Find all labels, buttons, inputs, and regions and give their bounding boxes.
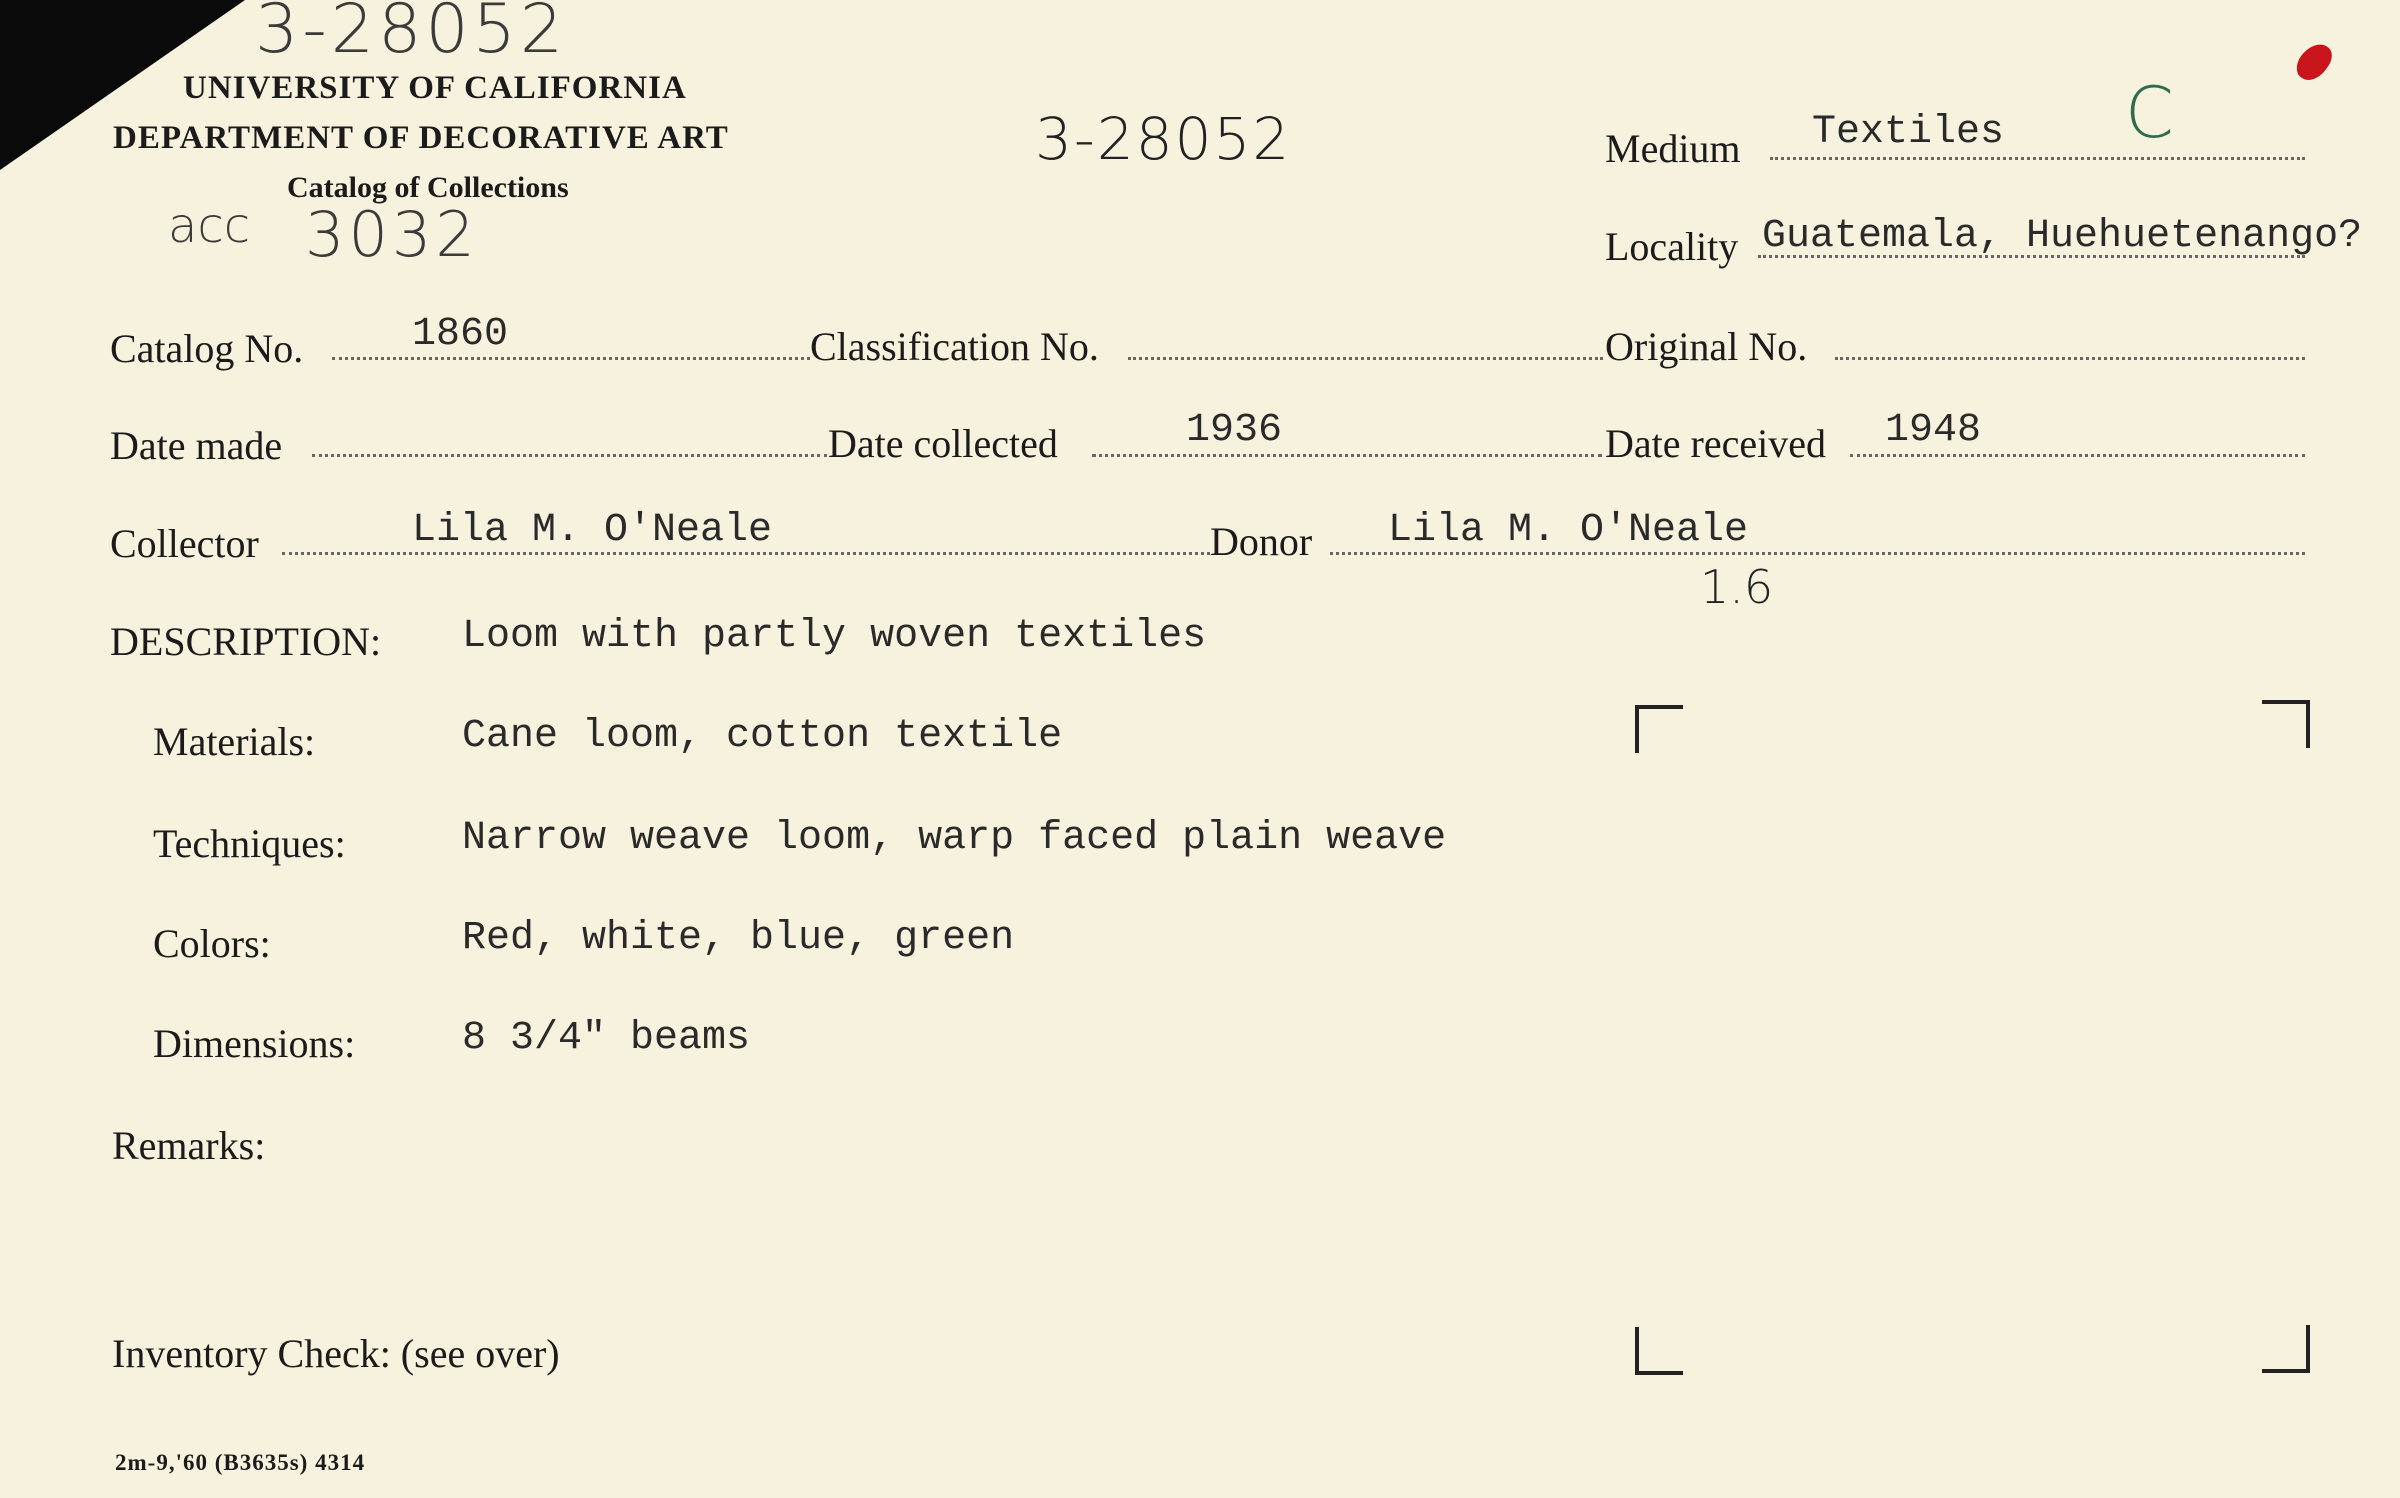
collector-value: Lila M. O'Neale	[412, 508, 773, 553]
handwritten-grade: C	[2125, 72, 2174, 154]
handwritten-acc-prefix: acc	[168, 198, 251, 254]
dimensions-label: Dimensions:	[153, 1021, 356, 1066]
date-made-line	[312, 454, 827, 457]
catalog-heading: Catalog of Collections	[287, 171, 569, 204]
handwritten-acc-number: 3032	[305, 198, 479, 271]
collector-label: Collector	[110, 521, 259, 566]
original-no-label: Original No.	[1605, 324, 1808, 369]
materials-value: Cane loom, cotton textile	[462, 714, 1063, 759]
date-received-line	[1850, 454, 2305, 457]
description-label: DESCRIPTION:	[110, 619, 382, 664]
donor-value: Lila M. O'Neale	[1388, 508, 1749, 553]
date-made-label: Date made	[110, 423, 283, 468]
date-received-label: Date received	[1605, 421, 1826, 466]
inventory-check-label: Inventory Check: (see over)	[112, 1331, 560, 1376]
catalog-no-label: Catalog No.	[110, 326, 304, 371]
classification-no-label: Classification No.	[810, 324, 1099, 369]
locality-value: Guatemala, Huehuetenango?	[1762, 214, 2363, 259]
photo-bracket-top-right	[2262, 700, 2310, 748]
handwritten-center-number: 3-28052	[1035, 105, 1292, 173]
photo-bracket-bottom-left	[1635, 1327, 1683, 1375]
locality-label: Locality	[1605, 224, 1739, 269]
dimensions-value: 8 3/4" beams	[462, 1016, 751, 1061]
photo-bracket-top-left	[1635, 705, 1683, 753]
handwritten-top-number: 3-28052	[255, 0, 568, 69]
catalog-no-line	[332, 357, 810, 360]
date-received-value: 1948	[1885, 408, 1982, 453]
classification-no-line	[1128, 357, 1603, 360]
photo-bracket-bottom-right	[2262, 1325, 2310, 1373]
medium-value: Textiles	[1812, 110, 2005, 155]
donor-label: Donor	[1210, 519, 1313, 564]
date-collected-line	[1092, 454, 1602, 457]
techniques-label: Techniques:	[153, 821, 346, 866]
date-collected-label: Date collected	[828, 421, 1058, 466]
catalog-no-value: 1860	[412, 312, 509, 357]
medium-label: Medium	[1605, 126, 1741, 171]
description-value: Loom with partly woven textiles	[462, 614, 1207, 659]
materials-label: Materials:	[153, 719, 316, 764]
remarks-label: Remarks:	[112, 1123, 266, 1168]
original-no-line	[1835, 357, 2305, 360]
colors-label: Colors:	[153, 921, 271, 966]
colors-value: Red, white, blue, green	[462, 916, 1015, 961]
print-code: 2m-9,'60 (B3635s) 4314	[115, 1450, 366, 1475]
techniques-value: Narrow weave loom, warp faced plain weave	[462, 816, 1447, 861]
handwritten-size-note: 1.6	[1700, 560, 1774, 614]
red-mark	[2291, 38, 2337, 87]
university-heading: UNIVERSITY OF CALIFORNIA	[183, 70, 687, 106]
medium-line	[1770, 157, 2305, 160]
department-heading: DEPARTMENT OF DECORATIVE ART	[113, 120, 729, 156]
date-collected-value: 1936	[1186, 408, 1283, 453]
